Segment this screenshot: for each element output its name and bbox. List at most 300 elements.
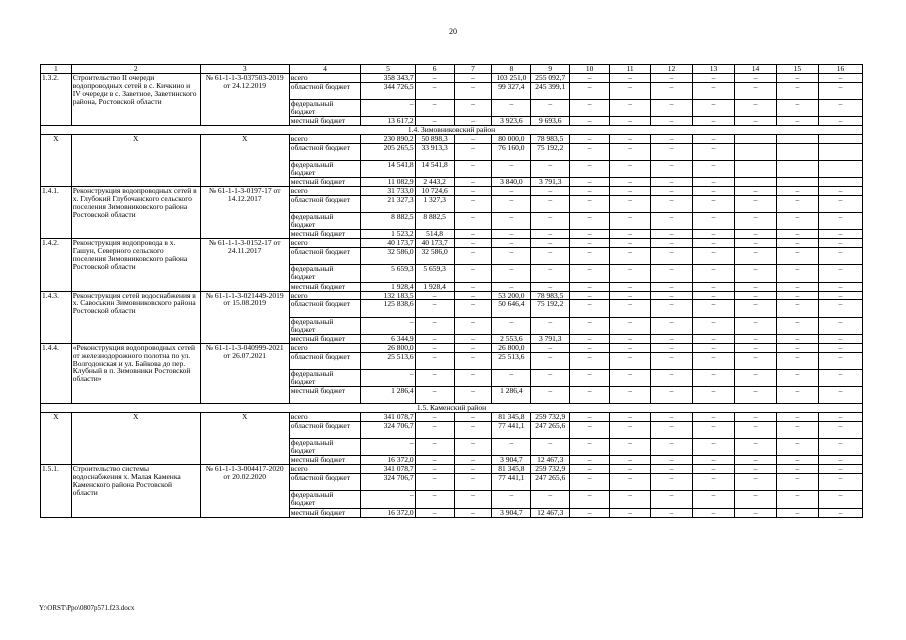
amount-cell: 125 838,6: [361, 300, 415, 317]
amount-cell: 16 372,0: [361, 508, 415, 517]
amount-cell: [818, 135, 862, 144]
amount-cell: [776, 135, 818, 144]
amount-cell: 1 523,2: [361, 230, 415, 239]
amount-cell: –: [570, 100, 610, 117]
column-header: 9: [531, 65, 570, 74]
amount-cell: –: [734, 317, 776, 334]
amount-cell: –: [361, 369, 415, 386]
amount-cell: –: [570, 439, 610, 456]
amount-cell: 50 646,4: [492, 300, 531, 317]
amount-cell: –: [531, 387, 570, 404]
amount-cell: 13 617,2: [361, 117, 415, 126]
amount-cell: –: [776, 282, 818, 291]
amount-cell: –: [531, 352, 570, 369]
amount-cell: –: [454, 352, 492, 369]
amount-cell: –: [651, 474, 693, 491]
amount-cell: 341 078,7: [361, 413, 415, 422]
amount-cell: –: [776, 196, 818, 213]
amount-cell: [734, 143, 776, 160]
amount-cell: [818, 161, 862, 178]
amount-cell: –: [776, 73, 818, 82]
amount-cell: 53 200,0: [492, 291, 531, 300]
amount-cell: –: [651, 178, 693, 187]
funding-source: областной бюджет: [289, 352, 361, 369]
amount-cell: 32 586,0: [361, 248, 415, 265]
amount-cell: 32 586,0: [415, 248, 454, 265]
amount-cell: –: [570, 387, 610, 404]
amount-cell: –: [531, 187, 570, 196]
amount-cell: –: [693, 100, 735, 117]
amount-cell: –: [734, 474, 776, 491]
section-title: 1.4. Зимовниковский район: [41, 126, 863, 135]
amount-cell: –: [570, 82, 610, 99]
amount-cell: –: [492, 491, 531, 508]
amount-cell: 255 092,7: [531, 73, 570, 82]
funding-source: федеральный бюджет: [289, 369, 361, 386]
amount-cell: 247 265,6: [531, 422, 570, 439]
amount-cell: –: [531, 196, 570, 213]
amount-cell: –: [651, 343, 693, 352]
amount-cell: –: [361, 439, 415, 456]
amount-cell: –: [570, 178, 610, 187]
amount-cell: –: [693, 491, 735, 508]
amount-cell: –: [651, 369, 693, 386]
amount-cell: –: [734, 248, 776, 265]
amount-cell: –: [415, 100, 454, 117]
amount-cell: –: [531, 239, 570, 248]
amount-cell: –: [570, 413, 610, 422]
amount-cell: –: [818, 117, 862, 126]
amount-cell: –: [610, 491, 651, 508]
amount-cell: 9 693,6: [531, 117, 570, 126]
amount-cell: –: [454, 117, 492, 126]
amount-cell: –: [651, 196, 693, 213]
item-code: 1.4.4.: [41, 343, 72, 403]
amount-cell: 3 923,6: [492, 117, 531, 126]
amount-cell: –: [776, 291, 818, 300]
amount-cell: [734, 178, 776, 187]
amount-cell: –: [651, 413, 693, 422]
amount-cell: –: [454, 508, 492, 517]
amount-cell: –: [454, 343, 492, 352]
amount-cell: –: [492, 196, 531, 213]
amount-cell: –: [651, 117, 693, 126]
amount-cell: –: [454, 230, 492, 239]
amount-cell: –: [818, 422, 862, 439]
amount-cell: –: [651, 300, 693, 317]
amount-cell: 1 327,3: [415, 196, 454, 213]
item-document: X: [200, 135, 289, 187]
amount-cell: –: [651, 248, 693, 265]
footer-file-path: Y:\ORST\Ppo\0807p571.f23.docx: [39, 604, 135, 612]
funding-source: областной бюджет: [289, 474, 361, 491]
amount-cell: –: [651, 73, 693, 82]
table-row: [41, 73, 863, 82]
amount-cell: –: [454, 73, 492, 82]
funding-source: федеральный бюджет: [289, 265, 361, 282]
amount-cell: 11 082,9: [361, 178, 415, 187]
amount-cell: –: [651, 439, 693, 456]
amount-cell: –: [415, 317, 454, 334]
amount-cell: –: [415, 117, 454, 126]
amount-cell: –: [693, 248, 735, 265]
amount-cell: –: [651, 82, 693, 99]
amount-cell: –: [776, 413, 818, 422]
amount-cell: 40 173,7: [415, 239, 454, 248]
amount-cell: 8 882,5: [415, 213, 454, 230]
amount-cell: –: [693, 135, 735, 144]
amount-cell: –: [454, 135, 492, 144]
amount-cell: –: [415, 508, 454, 517]
amount-cell: –: [454, 239, 492, 248]
amount-cell: –: [693, 213, 735, 230]
amount-cell: –: [361, 317, 415, 334]
amount-cell: –: [693, 161, 735, 178]
budget-table: [40, 64, 863, 518]
amount-cell: –: [693, 317, 735, 334]
item-name: Реконструкция водопроводных сетей в х. Глубокий Глубочанского сельского поселения Зимовниковского района Ростовской области: [71, 187, 200, 239]
column-header: 4: [289, 65, 361, 74]
funding-source: областной бюджет: [289, 143, 361, 160]
amount-cell: –: [610, 317, 651, 334]
amount-cell: –: [454, 422, 492, 439]
amount-cell: [734, 161, 776, 178]
amount-cell: 1 928,4: [415, 282, 454, 291]
funding-source: местный бюджет: [289, 508, 361, 517]
amount-cell: –: [531, 369, 570, 386]
amount-cell: –: [776, 343, 818, 352]
amount-cell: –: [570, 196, 610, 213]
amount-cell: –: [693, 196, 735, 213]
amount-cell: –: [651, 291, 693, 300]
amount-cell: –: [610, 213, 651, 230]
column-header: 3: [200, 65, 289, 74]
amount-cell: –: [610, 282, 651, 291]
amount-cell: –: [492, 213, 531, 230]
table-row: [41, 465, 863, 474]
amount-cell: –: [818, 187, 862, 196]
amount-cell: –: [610, 369, 651, 386]
amount-cell: –: [454, 369, 492, 386]
amount-cell: –: [454, 100, 492, 117]
funding-source: областной бюджет: [289, 300, 361, 317]
funding-source: федеральный бюджет: [289, 161, 361, 178]
amount-cell: –: [415, 387, 454, 404]
amount-cell: –: [818, 265, 862, 282]
column-header: 11: [610, 65, 651, 74]
amount-cell: 205 265,5: [361, 143, 415, 160]
item-code: 1.5.1.: [41, 465, 72, 517]
amount-cell: –: [454, 317, 492, 334]
amount-cell: –: [776, 387, 818, 404]
amount-cell: –: [693, 387, 735, 404]
amount-cell: –: [570, 352, 610, 369]
amount-cell: –: [776, 369, 818, 386]
amount-cell: –: [734, 508, 776, 517]
funding-source: федеральный бюджет: [289, 100, 361, 117]
amount-cell: –: [693, 265, 735, 282]
item-document: № 61-1-1-3-0152-17 от 24.11.2017: [200, 239, 289, 291]
amount-cell: –: [734, 413, 776, 422]
amount-cell: –: [776, 334, 818, 343]
amount-cell: –: [570, 282, 610, 291]
amount-cell: 259 732,9: [531, 465, 570, 474]
amount-cell: 2 443,2: [415, 178, 454, 187]
amount-cell: 247 265,6: [531, 474, 570, 491]
amount-cell: –: [570, 265, 610, 282]
amount-cell: –: [693, 465, 735, 474]
amount-cell: –: [776, 456, 818, 465]
amount-cell: –: [570, 300, 610, 317]
amount-cell: –: [776, 248, 818, 265]
section-row: [41, 126, 863, 135]
amount-cell: –: [610, 230, 651, 239]
amount-cell: [776, 161, 818, 178]
amount-cell: –: [492, 187, 531, 196]
amount-cell: –: [693, 73, 735, 82]
amount-cell: 26 800,0: [361, 343, 415, 352]
amount-cell: 50 898,3: [415, 135, 454, 144]
amount-cell: –: [610, 135, 651, 144]
item-code: 1.4.2.: [41, 239, 72, 291]
amount-cell: –: [776, 265, 818, 282]
amount-cell: –: [570, 465, 610, 474]
amount-cell: –: [570, 474, 610, 491]
amount-cell: –: [818, 413, 862, 422]
amount-cell: –: [570, 73, 610, 82]
amount-cell: –: [570, 248, 610, 265]
amount-cell: –: [818, 508, 862, 517]
amount-cell: –: [651, 143, 693, 160]
amount-cell: –: [610, 343, 651, 352]
amount-cell: –: [776, 239, 818, 248]
amount-cell: –: [818, 100, 862, 117]
amount-cell: –: [610, 265, 651, 282]
amount-cell: –: [531, 248, 570, 265]
amount-cell: [734, 135, 776, 144]
amount-cell: –: [492, 248, 531, 265]
item-code: 1.4.1.: [41, 187, 72, 239]
amount-cell: 81 345,8: [492, 465, 531, 474]
amount-cell: –: [776, 82, 818, 99]
item-name: «Реконструкция водопроводных сетей от железнодорожного полотна по ул. Волгодонская и ул. Байкова до пер. Клубный в п. Зимовники Ростовской области»: [71, 343, 200, 403]
funding-source: всего: [289, 187, 361, 196]
amount-cell: –: [454, 161, 492, 178]
item-name: Строительство системы водоснабжения х. Малая Каменка Каменского района Ростовской области: [71, 465, 200, 517]
amount-cell: –: [610, 196, 651, 213]
amount-cell: –: [776, 491, 818, 508]
funding-source: всего: [289, 465, 361, 474]
item-name: Реконструкция сетей водоснабжения в х. Савоськин Зимовниковского района Ростовской области: [71, 291, 200, 343]
item-name: Реконструкция водопровода в х. Гашун, Северного сельского поселения Зимовниковского района Ростовской области: [71, 239, 200, 291]
amount-cell: –: [415, 465, 454, 474]
amount-cell: –: [531, 161, 570, 178]
amount-cell: 77 441,1: [492, 474, 531, 491]
amount-cell: –: [570, 230, 610, 239]
amount-cell: 10 724,6: [415, 187, 454, 196]
amount-cell: –: [454, 456, 492, 465]
amount-cell: –: [818, 491, 862, 508]
amount-cell: –: [454, 82, 492, 99]
amount-cell: –: [531, 439, 570, 456]
amount-cell: –: [610, 143, 651, 160]
amount-cell: 33 913,3: [415, 143, 454, 160]
amount-cell: –: [734, 352, 776, 369]
amount-cell: –: [454, 491, 492, 508]
amount-cell: –: [693, 334, 735, 343]
amount-cell: –: [693, 508, 735, 517]
amount-cell: –: [734, 230, 776, 239]
amount-cell: –: [610, 300, 651, 317]
amount-cell: –: [693, 291, 735, 300]
amount-cell: 1 928,4: [361, 282, 415, 291]
column-header: 5: [361, 65, 415, 74]
amount-cell: 3 904,7: [492, 456, 531, 465]
item-name: Строительство II очереди водопроводных сетей в с. Кичкино и IV очереди в с. Заветное, Заветинского района, Ростовской области: [71, 73, 200, 125]
amount-cell: –: [651, 230, 693, 239]
amount-cell: –: [818, 282, 862, 291]
amount-cell: [776, 178, 818, 187]
amount-cell: –: [776, 300, 818, 317]
amount-cell: 21 327,3: [361, 196, 415, 213]
funding-source: местный бюджет: [289, 456, 361, 465]
amount-cell: –: [776, 352, 818, 369]
amount-cell: –: [415, 73, 454, 82]
amount-cell: –: [415, 422, 454, 439]
amount-cell: –: [454, 265, 492, 282]
funding-source: федеральный бюджет: [289, 491, 361, 508]
amount-cell: –: [531, 282, 570, 291]
item-document: X: [200, 413, 289, 465]
amount-cell: 1 286,4: [492, 387, 531, 404]
amount-cell: –: [570, 291, 610, 300]
funding-source: федеральный бюджет: [289, 213, 361, 230]
amount-cell: –: [734, 491, 776, 508]
item-code: X: [41, 413, 72, 465]
amount-cell: –: [651, 265, 693, 282]
amount-cell: –: [818, 387, 862, 404]
item-document: № 61-1-1-3-0197-17 от 14.12.2017: [200, 187, 289, 239]
amount-cell: 3 904,7: [492, 508, 531, 517]
funding-source: местный бюджет: [289, 387, 361, 404]
amount-cell: –: [454, 439, 492, 456]
amount-cell: 358 343,7: [361, 73, 415, 82]
amount-cell: –: [693, 300, 735, 317]
amount-cell: –: [651, 352, 693, 369]
amount-cell: –: [570, 456, 610, 465]
amount-cell: –: [734, 82, 776, 99]
amount-cell: –: [454, 413, 492, 422]
table-row: [41, 413, 863, 422]
amount-cell: –: [776, 439, 818, 456]
amount-cell: –: [651, 187, 693, 196]
amount-cell: –: [415, 369, 454, 386]
amount-cell: –: [415, 300, 454, 317]
amount-cell: –: [734, 282, 776, 291]
amount-cell: –: [570, 213, 610, 230]
amount-cell: 12 467,3: [531, 508, 570, 517]
amount-cell: –: [492, 161, 531, 178]
amount-cell: 245 399,1: [531, 82, 570, 99]
amount-cell: –: [818, 82, 862, 99]
amount-cell: –: [610, 474, 651, 491]
amount-cell: –: [693, 369, 735, 386]
funding-source: всего: [289, 343, 361, 352]
amount-cell: –: [651, 456, 693, 465]
item-code: 1.3.2.: [41, 73, 72, 125]
amount-cell: –: [454, 248, 492, 265]
amount-cell: 3 840,0: [492, 178, 531, 187]
amount-cell: –: [651, 334, 693, 343]
column-header: 16: [818, 65, 862, 74]
amount-cell: –: [454, 465, 492, 474]
funding-source: областной бюджет: [289, 196, 361, 213]
amount-cell: –: [818, 239, 862, 248]
amount-cell: 324 706,7: [361, 422, 415, 439]
amount-cell: –: [492, 265, 531, 282]
amount-cell: –: [651, 422, 693, 439]
amount-cell: –: [734, 334, 776, 343]
amount-cell: –: [734, 439, 776, 456]
amount-cell: –: [492, 317, 531, 334]
amount-cell: –: [454, 474, 492, 491]
amount-cell: –: [776, 117, 818, 126]
column-header: 13: [693, 65, 735, 74]
amount-cell: –: [818, 230, 862, 239]
amount-cell: –: [818, 439, 862, 456]
amount-cell: 25 513,6: [361, 352, 415, 369]
amount-cell: –: [776, 508, 818, 517]
amount-cell: –: [693, 282, 735, 291]
amount-cell: –: [693, 456, 735, 465]
amount-cell: –: [776, 422, 818, 439]
amount-cell: –: [651, 317, 693, 334]
amount-cell: 31 733,0: [361, 187, 415, 196]
column-header: 8: [492, 65, 531, 74]
amount-cell: –: [651, 282, 693, 291]
amount-cell: –: [570, 422, 610, 439]
amount-cell: –: [818, 456, 862, 465]
amount-cell: –: [610, 178, 651, 187]
amount-cell: –: [651, 491, 693, 508]
amount-cell: –: [454, 300, 492, 317]
amount-cell: –: [651, 213, 693, 230]
amount-cell: 5 659,3: [361, 265, 415, 282]
amount-cell: –: [818, 213, 862, 230]
amount-cell: 259 732,9: [531, 413, 570, 422]
amount-cell: –: [693, 422, 735, 439]
amount-cell: 514,8: [415, 230, 454, 239]
amount-cell: –: [531, 491, 570, 508]
amount-cell: –: [454, 387, 492, 404]
amount-cell: –: [610, 465, 651, 474]
amount-cell: –: [454, 187, 492, 196]
amount-cell: –: [818, 196, 862, 213]
table-row: [41, 239, 863, 248]
amount-cell: –: [492, 100, 531, 117]
amount-cell: –: [570, 135, 610, 144]
amount-cell: –: [531, 265, 570, 282]
amount-cell: 132 183,5: [361, 291, 415, 300]
amount-cell: 78 983,5: [531, 291, 570, 300]
amount-cell: –: [693, 143, 735, 160]
amount-cell: –: [610, 508, 651, 517]
amount-cell: –: [610, 387, 651, 404]
amount-cell: –: [776, 474, 818, 491]
amount-cell: –: [610, 82, 651, 99]
amount-cell: –: [734, 300, 776, 317]
amount-cell: 40 173,7: [361, 239, 415, 248]
